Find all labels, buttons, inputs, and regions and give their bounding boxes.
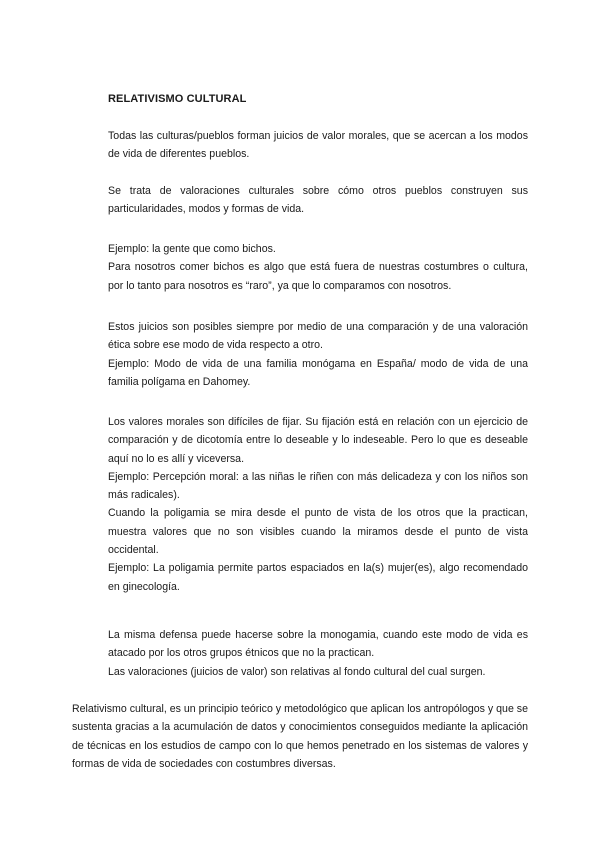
text-line: Todas las culturas/pueblos forman juicios de valor morales, que se acercan a los modos de vida de diferentes pueblos. [108, 130, 528, 161]
text-line: Relativismo cultural, es un principio teórico y metodológico que aplican los antropólogos y que se sustenta gracias a la acumulación de datos y conocimientos conseguidos mediante la aplicación de técnicas en los estudios de campo con lo que hemos penetrado en los sistemas de valores y formas de vida de sociedades con costumbres diversas. [72, 703, 528, 770]
text-line: Ejemplo: Modo de vida de una familia monógama en España/ modo de vida de una familia polígama en Dahomey. [108, 357, 528, 388]
text-line: Ejemplo: La poligamia permite partos espaciados en la(s) mujer(es), algo recomendado en ginecología. [108, 562, 528, 593]
text-line: Para nosotros comer bichos es algo que está fuera de nuestras costumbres o cultura, por lo tanto para nosotros es “raro”, ya que lo comparamos con nosotros. [108, 261, 528, 292]
paragraph-ejemplo-bichos [108, 240, 528, 295]
text-line: Ejemplo: Percepción moral: a las niñas le riñen con más delicadeza y con los niños son más radicales). [108, 470, 528, 502]
paragraph-definicion [72, 700, 528, 773]
paragraph-culturas [108, 127, 528, 164]
document-title: RELATIVISMO CULTURAL [108, 93, 247, 105]
paragraph-juicios [108, 318, 528, 391]
text-line: Los valores morales son difíciles de fijar. Su fijación está en relación con un ejercicio de comparación y de dicotomía entre lo deseable y lo indeseable. Pero lo que es deseable aquí no lo es allí y viceversa. [108, 416, 528, 465]
text-line: Ejemplo: la gente que como bichos. [108, 243, 276, 255]
paragraph-monogamia [108, 626, 528, 681]
paragraph-valores-morales [108, 413, 528, 596]
text-line: Las valoraciones (juicios de valor) son relativas al fondo cultural del cual surgen. [108, 665, 486, 678]
paragraph-valoraciones [108, 182, 528, 219]
text-line: Se trata de valoraciones culturales sobre cómo otros pueblos construyen sus particularidades, modos y formas de vida. [108, 185, 528, 216]
text-line: Cuando la poligamia se mira desde el punto de vista de los otros que la practican, muestra valores que no son visibles cuando la miramos desde el punto de vista occidental. [108, 507, 528, 557]
text-line: La misma defensa puede hacerse sobre la monogamia, cuando este modo de vida es atacado por los otros grupos étnicos que no la practican. [108, 629, 528, 660]
text-line: Estos juicios son posibles siempre por medio de una comparación y de una valoración ética sobre ese modo de vida respecto a otro. [108, 321, 528, 352]
